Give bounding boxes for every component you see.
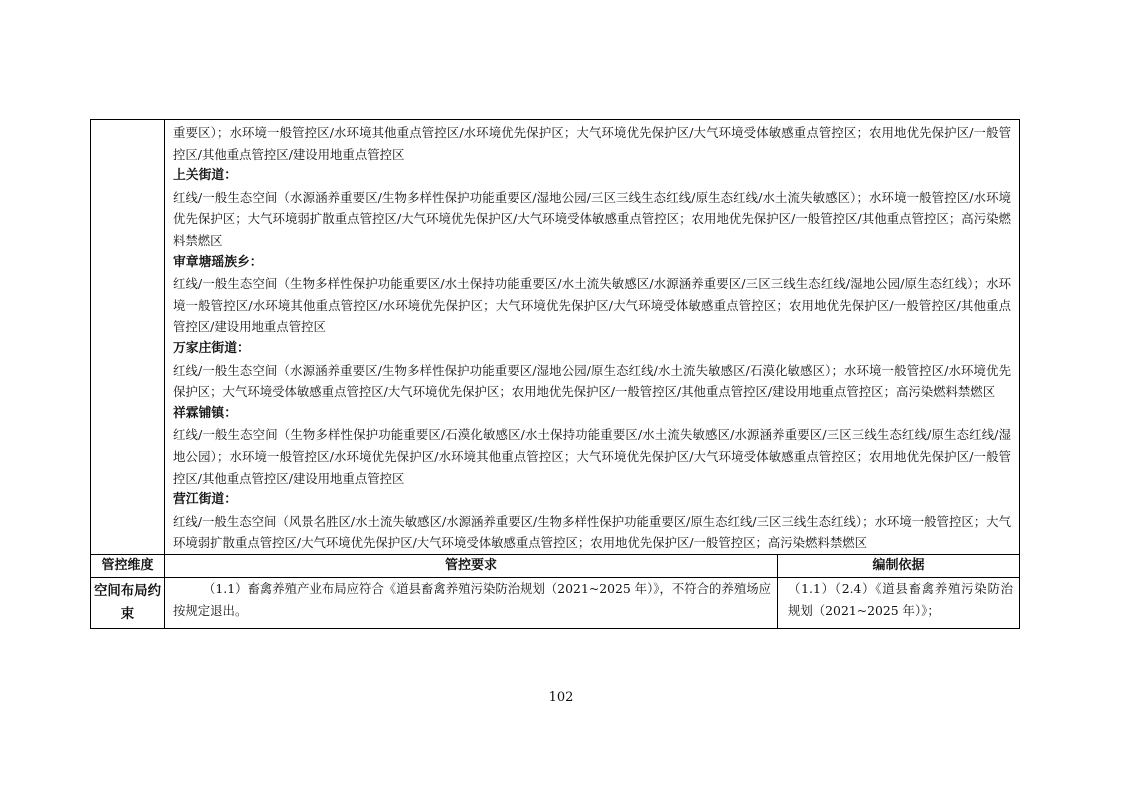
header-dimension: 管控维度 [91, 554, 165, 577]
header-basis: 编制依据 [778, 554, 1020, 577]
continuation-left-cell [91, 120, 165, 555]
row-basis-cell [778, 577, 1020, 628]
row-basis: （1.1）（2.4）《道县畜禽养殖污染防治规划（2021~2025 年）》； [788, 580, 1013, 618]
section-text: 红线/一般生态空间（风景名胜区/水土流失敏感区/水源涵养重要区/生物多样性保护功能重要区/原生态红线/三区三线生态红线）；水环境一般管控区；大气环境弱扩散重点管控区/大气环境优先保护区/大气环境受体敏感重点管控区；农用地优先保护区/一般管控区；高污染燃料禁燃区 [173, 513, 1011, 551]
section-heading: 审章塘瑶族乡： [173, 254, 263, 270]
continuation-row [91, 120, 1020, 555]
continuation-content-cell [165, 120, 1020, 555]
section-text: 红线/一般生态空间（生物多样性保护功能重要区/石漠化敏感区/水土保持功能重要区/水土流失敏感区/水源涵养重要区/三区三线生态红线/原生态红线/湿地公园）；水环境一般管控区/水环境优先保护区/水环境其他重点管控区；大气环境优先保护区/大气环境受体敏感重点管控区；农用地优先保护区/一般管控区/其他重点管控区/建设用地重点管控区 [173, 427, 1011, 486]
row-requirement: （1.1）畜禽养殖产业布局应符合《道县畜禽养殖污染防治规划（2021~2025 年）》，不符合的养殖场应按规定退出。 [173, 580, 771, 618]
section-text: 红线/一般生态空间（生物多样性保护功能重要区/水土保持功能重要区/水土流失敏感区/水源涵养重要区/三区三线生态红线/湿地公园/原生态红线）；水环境一般管控区/水环境其他重点管控区/水环境优先保护区；大气环境优先保护区/大气环境受体敏感重点管控区；农用地优先保护区/一般管控区/其他重点管控区/建设用地重点管控区 [173, 276, 1011, 335]
control-table [90, 119, 1020, 629]
section-heading: 万家庄街道： [173, 340, 250, 356]
table-header-row [91, 554, 1020, 577]
section-heading: 营江街道： [173, 492, 237, 508]
section-heading: 祥霖铺镇： [173, 405, 237, 421]
section-heading: 上关街道： [173, 168, 237, 184]
row-dimension: 空间布局约束 [91, 577, 165, 628]
section-text: 红线/一般生态空间（水源涵养重要区/生物多样性保护功能重要区/湿地公园/原生态红线/水土流失敏感区/石漠化敏感区）；水环境一般管控区/水环境优先保护区；大气环境受体敏感重点管控区/大气环境优先保护区；农用地优先保护区/一般管控区/其他重点管控区/建设用地重点管控区；高污染燃料禁燃区 [173, 362, 1011, 400]
section-text: 红线/一般生态空间（水源涵养重要区/生物多样性保护功能重要区/湿地公园/三区三线生态红线/原生态红线/水土流失敏感区）；水环境一般管控区/水环境优先保护区；大气环境弱扩散重点管控区/大气环境优先保护区/大气环境受体敏感重点管控区；农用地优先保护区/一般管控区/其他重点管控区；高污染燃料禁燃区 [173, 189, 1011, 248]
page-number: 102 [548, 690, 574, 705]
intro-paragraph: 重要区）；水环境一般管控区/水环境其他重点管控区/水环境优先保护区；大气环境优先保护区/大气环境受体敏感重点管控区；农用地优先保护区/一般管控区/其他重点管控区/建设用地重点管控区 [173, 125, 1011, 162]
row-requirement-cell [165, 577, 778, 628]
header-requirement: 管控要求 [165, 554, 778, 577]
table-row [91, 577, 1020, 628]
